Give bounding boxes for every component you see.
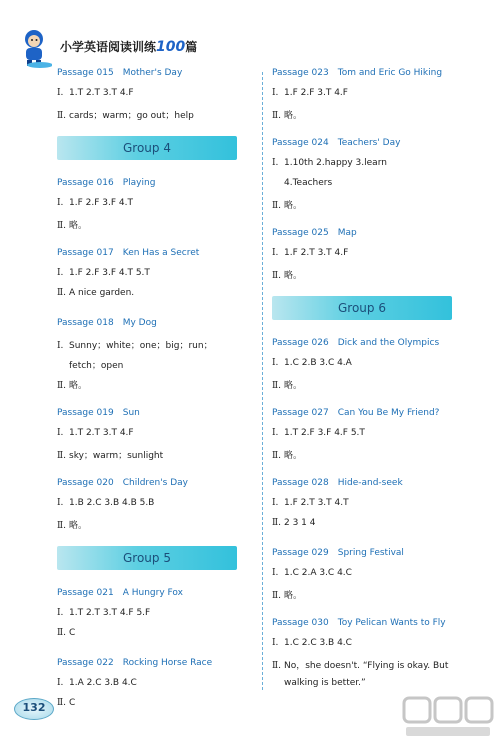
answer-text: A nice garden. (69, 288, 135, 298)
passage-title: Spring Festival (337, 548, 404, 558)
passage-heading (57, 248, 199, 258)
roman-numeral: Ⅰ. (57, 498, 64, 508)
answer-line (272, 108, 302, 121)
answer-text: 略。 (284, 451, 303, 461)
roman-numeral: Ⅱ. (57, 628, 66, 638)
answer-line (57, 218, 87, 231)
passage-title: Sun (122, 408, 140, 418)
roman-numeral: Ⅱ. (272, 661, 281, 671)
answer-text: 1.T 2.F 3.F 4.F 5.T (284, 428, 365, 438)
passage-number: Passage 022 (57, 658, 114, 668)
answer-text: 1.C 2.A 3.C 4.C (284, 568, 352, 578)
answer-text: sky；warm；sunlight (69, 451, 164, 461)
passage-heading (57, 588, 183, 598)
answer-text: 1.T 2.T 3.T 4.F (69, 428, 134, 438)
answer-line (272, 448, 302, 461)
roman-numeral: Ⅱ. (272, 381, 281, 391)
passage-number: Passage 023 (272, 68, 329, 78)
answer-text: 2 3 1 4 (284, 518, 316, 528)
passage-number: Passage 030 (272, 618, 329, 628)
roman-numeral: Ⅱ. (272, 518, 281, 528)
roman-numeral: Ⅰ. (272, 568, 279, 578)
answer-line (272, 248, 348, 258)
answer-line (272, 428, 365, 438)
passage-number: Passage 028 (272, 478, 329, 488)
answer-text: 略。 (284, 111, 303, 121)
passage-title: Map (337, 228, 357, 238)
roman-numeral: Ⅰ. (57, 428, 64, 438)
answer-text: 1.C 2.C 3.B 4.C (284, 638, 352, 648)
roman-numeral: Ⅱ. (272, 451, 281, 461)
answer-text: 1.C 2.B 3.C 4.A (284, 358, 352, 368)
roman-numeral: Ⅱ. (57, 451, 66, 461)
answer-line (272, 518, 316, 528)
group-banner: Group 6 (272, 296, 452, 320)
passage-title: Mother's Day (122, 68, 183, 78)
passage-heading (272, 68, 442, 78)
passage-title: Children's Day (122, 478, 188, 488)
answer-line (57, 628, 75, 638)
group-banner: Group 5 (57, 546, 237, 570)
passage-number: Passage 015 (57, 68, 114, 78)
roman-numeral: Ⅰ. (272, 88, 279, 98)
passage-heading (57, 318, 157, 328)
answer-line (57, 338, 213, 351)
passage-title: Tom and Eric Go Hiking (337, 68, 443, 78)
passage-title: My Dog (122, 318, 157, 328)
roman-numeral: Ⅱ. (272, 591, 281, 601)
passage-title: A Hungry Fox (122, 588, 183, 598)
passage-number: Passage 025 (272, 228, 329, 238)
roman-numeral: Ⅱ. (272, 201, 281, 211)
answer-text: 1.F 2.T 3.T 4.T (284, 498, 349, 508)
passage-number: Passage 027 (272, 408, 329, 418)
answer-line (57, 268, 150, 278)
roman-numeral: Ⅱ. (57, 698, 66, 708)
answer-line (57, 448, 163, 461)
roman-numeral: Ⅰ. (57, 268, 64, 278)
passage-number: Passage 024 (272, 138, 329, 148)
roman-numeral: Ⅰ. (272, 158, 279, 168)
answer-text: 1.F 2.T 3.T 4.F (284, 248, 349, 258)
answer-line (57, 498, 154, 508)
page-number: 132 (14, 698, 54, 720)
group-banner: Group 4 (57, 136, 237, 160)
answer-text: 略。 (284, 271, 303, 281)
answer-line (272, 588, 302, 601)
answer-text: No，she doesn't. “Flying is okay. But (284, 661, 449, 671)
answer-text: 1.F 2.F 3.T 4.F (284, 88, 348, 98)
roman-numeral: Ⅰ. (272, 498, 279, 508)
passage-heading (272, 228, 357, 238)
answer-text: fetch；open (69, 361, 124, 371)
passage-heading (57, 68, 182, 78)
answer-line (272, 88, 348, 98)
answer-line (272, 568, 352, 578)
passage-title: Toy Pelican Wants to Fly (337, 618, 446, 628)
passage-heading (57, 658, 212, 668)
answer-line (272, 658, 448, 671)
passage-title: Teachers' Day (337, 138, 401, 148)
answer-line (57, 608, 150, 618)
roman-numeral: Ⅰ. (272, 428, 279, 438)
answer-text: 1.F 2.F 3.F 4.T 5.T (69, 268, 150, 278)
passage-title: Rocking Horse Race (122, 658, 213, 668)
passage-heading (272, 548, 404, 558)
roman-numeral: Ⅰ. (57, 608, 64, 618)
roman-numeral: Ⅱ. (57, 521, 66, 531)
roman-numeral: Ⅰ. (272, 638, 279, 648)
answer-line (57, 518, 87, 531)
answer-line (57, 698, 75, 708)
passage-heading (272, 338, 439, 348)
answer-text: C (69, 698, 76, 708)
roman-numeral: Ⅰ. (57, 88, 64, 98)
answer-line (57, 428, 134, 438)
passage-title: Ken Has a Secret (122, 248, 200, 258)
passage-heading (57, 408, 140, 418)
watermark-logo (402, 696, 494, 738)
passage-title: Playing (122, 178, 156, 188)
mascot-icon (18, 28, 52, 68)
answer-line (57, 358, 123, 371)
passage-number: Passage 018 (57, 318, 114, 328)
answer-text: 1.10th 2.happy 3.learn (284, 158, 387, 168)
passage-heading (272, 138, 400, 148)
answer-line (272, 198, 302, 211)
answer-text: 略。 (69, 381, 88, 391)
answer-text: Sunny；white；one；big；run； (69, 341, 213, 351)
answer-text: 略。 (284, 591, 303, 601)
answer-line (272, 678, 366, 688)
roman-numeral: Ⅰ. (57, 341, 64, 351)
passage-number: Passage 016 (57, 178, 114, 188)
answer-line (272, 638, 352, 648)
passage-heading (272, 408, 439, 418)
answer-text: 略。 (69, 521, 88, 531)
roman-numeral: Ⅰ. (57, 198, 64, 208)
passage-heading (57, 178, 155, 188)
answer-text: 1.A 2.C 3.B 4.C (69, 678, 137, 688)
roman-numeral: Ⅱ. (272, 111, 281, 121)
roman-numeral: Ⅱ. (57, 111, 66, 121)
answer-text: 1.T 2.T 3.T 4.F 5.F (69, 608, 151, 618)
roman-numeral: Ⅱ. (57, 221, 66, 231)
answer-text: walking is better.” (284, 678, 366, 688)
passage-number: Passage 017 (57, 248, 114, 258)
answer-line (272, 158, 387, 168)
answer-line (272, 378, 302, 391)
answer-line (57, 288, 134, 298)
answer-text: 4.Teachers (284, 178, 333, 188)
roman-numeral: Ⅱ. (57, 288, 66, 298)
passage-number: Passage 029 (272, 548, 329, 558)
answer-line (57, 378, 87, 391)
answer-line (57, 88, 134, 98)
answer-text: cards；warm；go out；help (69, 111, 194, 121)
answer-line (57, 678, 137, 688)
answer-text: 1.T 2.T 3.T 4.F (69, 88, 134, 98)
answer-line (272, 498, 349, 508)
roman-numeral: Ⅱ. (272, 271, 281, 281)
answer-line (272, 358, 352, 368)
answer-line (272, 268, 302, 281)
roman-numeral: Ⅰ. (57, 678, 64, 688)
passage-number: Passage 019 (57, 408, 114, 418)
roman-numeral: Ⅱ. (57, 381, 66, 391)
passage-heading (272, 618, 446, 628)
book-title: 小学英语阅读训练100篇 (60, 39, 198, 55)
answer-text: 略。 (284, 201, 303, 211)
answer-line (57, 108, 194, 121)
answer-text: 1.F 2.F 3.F 4.T (69, 198, 133, 208)
passage-number: Passage 026 (272, 338, 329, 348)
answer-text: 略。 (284, 381, 303, 391)
answer-text: 略。 (69, 221, 88, 231)
passage-title: Dick and the Olympics (337, 338, 440, 348)
answer-line (57, 198, 133, 208)
column-divider (262, 72, 263, 690)
roman-numeral: Ⅰ. (272, 248, 279, 258)
passage-number: Passage 021 (57, 588, 114, 598)
passage-title: Can You Be My Friend? (337, 408, 440, 418)
answer-text: C (69, 628, 76, 638)
passage-title: Hide-and-seek (337, 478, 403, 488)
passage-number: Passage 020 (57, 478, 114, 488)
answer-text: 1.B 2.C 3.B 4.B 5.B (69, 498, 155, 508)
passage-heading (272, 478, 403, 488)
roman-numeral: Ⅰ. (272, 358, 279, 368)
book-header (18, 28, 218, 68)
answer-line (272, 178, 332, 188)
passage-heading (57, 478, 188, 488)
